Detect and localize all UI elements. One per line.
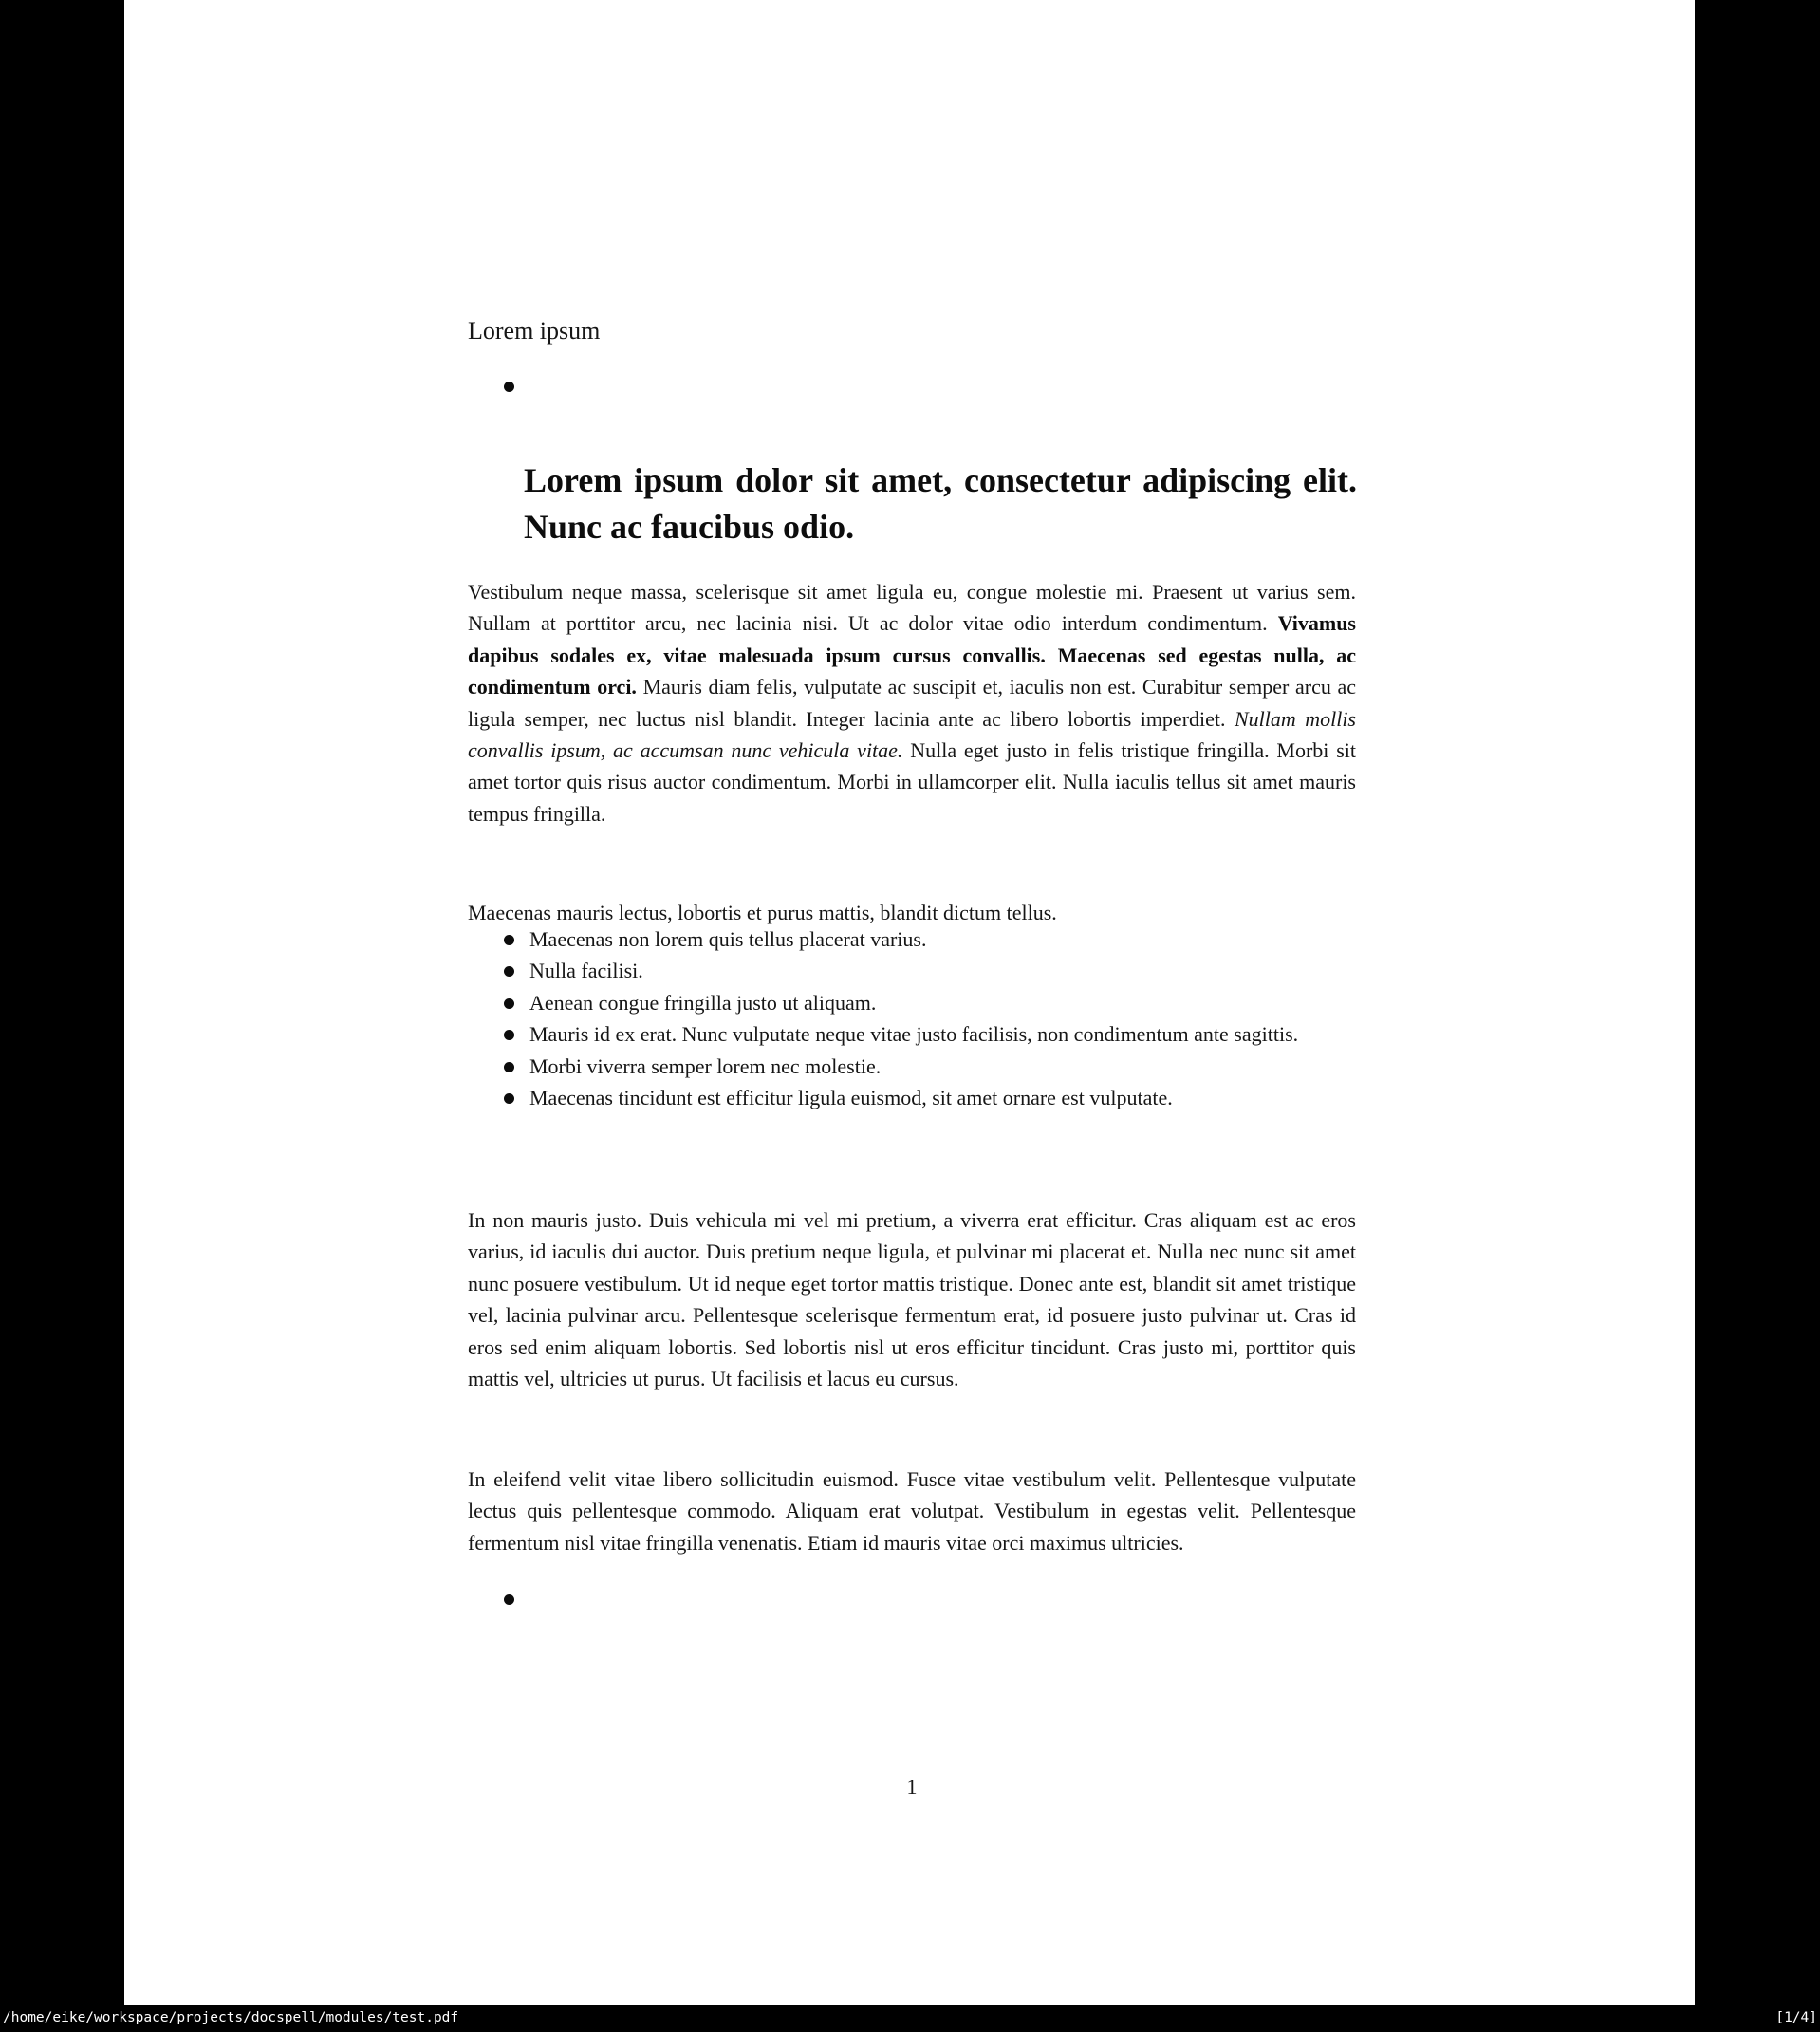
paragraph-3: In non mauris justo. Duis vehicula mi vel mi pretium, a viverra erat efficitur. Cras aliquam est ac eros varius, id iaculis dui auctor. Duis pretium neque ligula, et pulvinar mi placerat et. Nulla nec nunc sit amet nunc posuere vestibulum. Ut id neque eget tortor mattis tristique. Donec ante est, blandit sit amet tristique vel, lacinia pulvinar arcu. Pellentesque scelerisque fermentum erat, id posuere justo pulvinar ut. Cras id eros sed enim aliquam lobortis. Sed lobortis nisl ut eros efficitur tincidunt. Cras justo mi, porttitor quis mattis vel, ultricies ut purus. Ut facilisis et lacus eu cursus. xyxy=(468,1208,1356,1391)
list-item-text: Mauris id ex erat. Nunc vulputate neque vitae justo facilisis, non condimentum ante sagittis. xyxy=(529,1022,1299,1047)
list-item-text: Aenean congue fringilla justo ut aliquam. xyxy=(529,990,877,1015)
list-item xyxy=(468,1082,1356,1113)
paragraph-1 xyxy=(468,576,1356,830)
list-item xyxy=(468,987,1356,1018)
section-title: Lorem ipsum dolor sit amet, consectetur adipiscing elit. Nunc ac faucibus odio. xyxy=(524,461,1357,547)
intro-text: Lorem ipsum xyxy=(468,317,601,345)
list-item-text: Maecenas tincidunt est efficitur ligula euismod, sit amet ornare est vulputate. xyxy=(529,1086,1173,1110)
paragraph-1-regular-run: Nulla eget justo in felis tristique fringilla. Morbi sit amet tortor quis risus auctor condimentum. Morbi in ullamcorper elit. Nulla iaculis tellus sit amet mauris tempus fringilla. xyxy=(468,738,1356,826)
bullet-icon xyxy=(504,966,514,977)
list-item xyxy=(468,923,1356,955)
paragraph-1-regular-run: Mauris diam felis, vulputate ac suscipit et, iaculis non est. Curabitur semper arcu ac ligula semper, nec luctus nisl blandit. Integer lacinia ante ac libero lobortis imperdiet. xyxy=(468,675,1356,731)
bullet-list xyxy=(468,923,1356,1113)
paragraph-4: In eleifend velit vitae libero sollicitudin euismod. Fusce vitae vestibulum velit. Pellentesque vulputate lectus quis pellentesque commodo. Aliquam erat volutpat. Vestibulum in egestas velit. Pellentesque fermentum nisl vitae fringilla venenatis. Etiam id mauris vitae orci maximus ultricies. xyxy=(468,1467,1356,1555)
list-item-text: Nulla facilisi. xyxy=(529,959,643,983)
bullet-icon xyxy=(504,1062,514,1072)
pdf-page[interactable] xyxy=(124,0,1695,2005)
bullet-icon xyxy=(504,935,514,945)
bullet-icon xyxy=(504,1093,514,1104)
list-item-text: Maecenas non lorem quis tellus placerat varius. xyxy=(529,927,927,951)
page-number: 1 xyxy=(906,1775,918,1799)
paragraph-2: Maecenas mauris lectus, lobortis et purus mattis, blandit dictum tellus. xyxy=(468,901,1057,924)
bullet-icon xyxy=(504,382,514,392)
bullet-icon xyxy=(504,1030,514,1040)
list-item xyxy=(468,955,1356,986)
list-item xyxy=(468,1018,1356,1050)
status-bar xyxy=(0,2005,1820,2032)
list-item xyxy=(468,1051,1356,1082)
status-page-indicator: [1/4] xyxy=(1775,2010,1817,2025)
list-item-text: Morbi viverra semper lorem nec molestie. xyxy=(529,1053,882,1078)
bullet-icon xyxy=(504,1594,514,1605)
paragraph-1-bold-run: Vivamus dapibus sodales ex, vitae malesuada ipsum cursus convallis. Maecenas sed egestas nulla, ac condimentum orci. xyxy=(468,611,1356,699)
status-file-path: /home/eike/workspace/projects/docspell/modules/test.pdf xyxy=(3,2010,459,2025)
paragraph-1-italic-run: Nullam mollis convallis ipsum, ac accumsan nunc vehicula vitae. xyxy=(468,706,1356,763)
paragraph-1-regular-run: Vestibulum neque massa, scelerisque sit amet ligula eu, congue molestie mi. Praesent ut varius sem. Nullam at porttitor arcu, nec lacinia nisi. Ut ac dolor vitae odio interdum condimentum. xyxy=(468,580,1356,636)
bullet-icon xyxy=(504,998,514,1009)
